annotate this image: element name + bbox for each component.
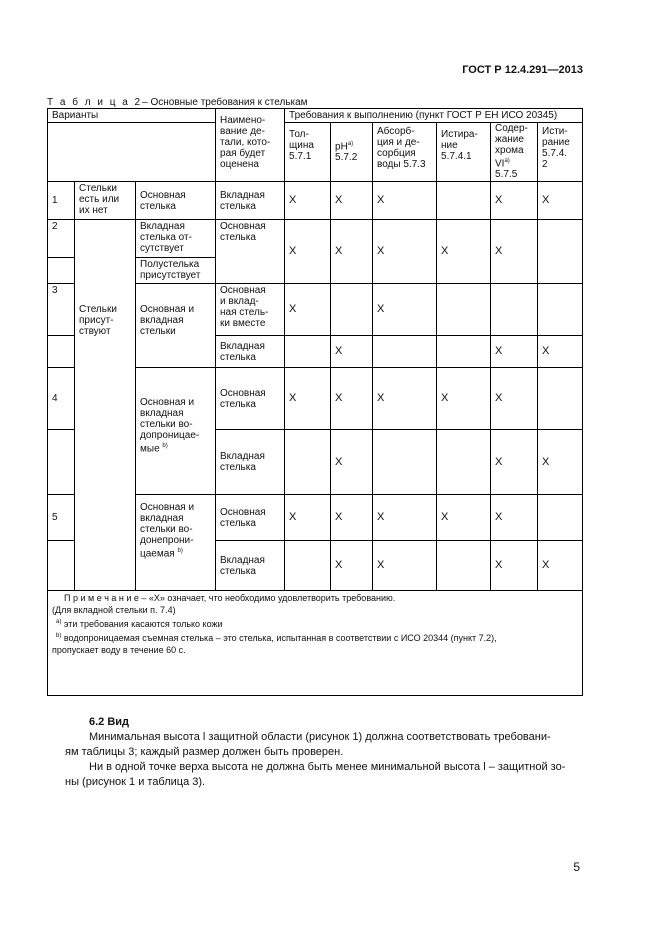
table-subheader-row <box>48 123 583 182</box>
evaluated-part: Основная стелька <box>216 220 285 284</box>
mark-abrasion-2: X <box>538 541 583 591</box>
mark-abrasion-1: X <box>437 368 491 430</box>
header-chromium-label: Содер- жание хрома VI <box>495 123 528 170</box>
table-row <box>48 182 583 220</box>
header-ph-note: a) <box>347 141 354 147</box>
evaluated-part: Основная и вклад- ная стель- ки вместе <box>216 284 285 336</box>
document-number: ГОСТ Р 12.4.291—2013 <box>462 64 583 76</box>
variant-group: Стельки присут- ствуют <box>75 220 136 591</box>
variant-description-note: b) <box>177 548 183 555</box>
header-absorption: Абсорб- ция и де- сорбция воды 5.7.3 <box>373 123 437 182</box>
mark-ph: X <box>331 541 373 591</box>
footnote-text: эти требования касаются только кожи <box>63 619 223 630</box>
variant-description-text: Основная и вкладная стельки во- донепрони- цаемая <box>140 502 195 560</box>
paragraph-line: Ни в одной точке верха высота не должна быть менее минимальной высота l – защитной зо- <box>89 761 566 773</box>
header-abrasion-2: Исти- рание 5.7.4. 2 <box>538 123 583 182</box>
mark-ph: X <box>331 430 373 495</box>
mark-ph: X <box>331 495 373 541</box>
mark-abrasion-2 <box>538 368 583 430</box>
variant-group: Стельки есть или их нет <box>75 182 136 220</box>
header-ph-clause: 5.7.2 <box>335 152 358 164</box>
section-title: 6.2 Вид <box>89 716 130 728</box>
mark-thickness <box>285 541 331 591</box>
mark-abrasion-2: X <box>538 336 583 368</box>
variant-description <box>136 368 216 495</box>
header-thickness: Тол- щина 5.7.1 <box>285 123 331 182</box>
mark-abrasion-1 <box>437 182 491 220</box>
mark-chromium: X <box>491 430 538 495</box>
mark-absorption: X <box>373 495 437 541</box>
evaluated-part: Основная стелька <box>216 495 285 541</box>
table-row <box>48 220 583 258</box>
mark-chromium: X <box>491 182 538 220</box>
requirements-table <box>47 108 583 696</box>
mark-abrasion-1: X <box>437 220 491 284</box>
note-line: пропускает воду в течение 60 с. <box>52 645 186 656</box>
variant-description-text: Основная и вкладная стельки во- допроницае- мые <box>140 397 200 455</box>
note-footnote-a <box>52 616 578 630</box>
variant-number <box>48 430 75 495</box>
header-chromium <box>491 123 538 182</box>
table-caption-title: – Основные требования к стелькам <box>142 97 308 108</box>
header-variants-blank <box>48 123 216 182</box>
evaluated-part: Основная стелька <box>216 368 285 430</box>
mark-ph: X <box>331 336 373 368</box>
header-requirements: Требования к выполнению (пункт ГОСТ Р ЕН ИСО 20345) <box>285 109 583 123</box>
footnote-text: водопроницаемая съемная стелька – это стелька, испытанная в соответствии с ИСО 20344 (пункт 7.2), <box>63 633 497 644</box>
mark-thickness <box>285 336 331 368</box>
table-note-row <box>48 591 583 696</box>
header-ph <box>331 123 373 182</box>
table-header-row <box>48 109 583 123</box>
mark-chromium: X <box>491 541 538 591</box>
variant-description: Полустелька присутствует <box>136 258 216 284</box>
mark-abrasion-1 <box>437 541 491 591</box>
mark-thickness: X <box>285 284 331 336</box>
note-line: П р и м е ч а н и е – «X» означает, что необходимо удовлетворить требованию. <box>64 593 396 604</box>
mark-ph: X <box>331 182 373 220</box>
variant-number: 5 <box>48 495 75 541</box>
mark-abrasion-2: X <box>538 182 583 220</box>
mark-chromium: X <box>491 336 538 368</box>
evaluated-part: Вкладная стелька <box>216 430 285 495</box>
mark-absorption <box>373 336 437 368</box>
variant-number <box>48 541 75 591</box>
mark-chromium <box>491 284 538 336</box>
header-ph-label: pH <box>335 141 348 153</box>
table-caption <box>47 97 308 108</box>
mark-chromium: X <box>491 495 538 541</box>
header-variants: Варианты <box>48 109 216 123</box>
variant-number: 2 <box>48 220 75 258</box>
mark-abrasion-1 <box>437 336 491 368</box>
mark-thickness <box>285 430 331 495</box>
variant-description <box>136 495 216 591</box>
variant-number <box>48 258 75 284</box>
mark-thickness: X <box>285 495 331 541</box>
variant-number: 4 <box>48 368 75 430</box>
mark-abrasion-2 <box>538 220 583 284</box>
variant-number: 1 <box>48 182 75 220</box>
evaluated-part: Вкладная стелька <box>216 182 285 220</box>
page-number: 5 <box>573 860 580 874</box>
footnote-marker: a) <box>56 619 62 626</box>
mark-thickness: X <box>285 220 331 284</box>
header-part-name: Наимено- вание де- тали, кото- рая будет оценена <box>216 109 285 182</box>
mark-abrasion-2 <box>538 284 583 336</box>
mark-thickness: X <box>285 182 331 220</box>
mark-abrasion-2: X <box>538 430 583 495</box>
header-chromium-note: a) <box>504 158 510 164</box>
paragraph-line: ям таблицы 3; каждый размер должен быть проверен. <box>65 746 344 758</box>
note-line: (Для вкладной стельки п. 7.4) <box>52 605 176 616</box>
mark-absorption: X <box>373 182 437 220</box>
mark-abrasion-1: X <box>437 495 491 541</box>
header-chromium-clause: 5.7.5 <box>495 169 518 181</box>
mark-absorption: X <box>373 541 437 591</box>
mark-ph: X <box>331 368 373 430</box>
variant-description-note: b) <box>162 443 168 450</box>
variant-number <box>48 336 75 368</box>
note-footnote-b <box>52 630 578 644</box>
mark-ph <box>331 284 373 336</box>
evaluated-part: Вкладная стелька <box>216 336 285 368</box>
mark-absorption: X <box>373 284 437 336</box>
mark-chromium: X <box>491 220 538 284</box>
footnote-marker: b) <box>56 633 62 640</box>
header-abrasion-1: Истира- ние 5.7.4.1 <box>437 123 491 182</box>
variant-description: Основная и вкладная стельки <box>136 284 216 368</box>
paragraph-line: Минимальная высота l защитной области (рисунок 1) должна соответствовать требовани- <box>89 731 551 743</box>
mark-abrasion-1 <box>437 284 491 336</box>
mark-absorption <box>373 430 437 495</box>
mark-absorption: X <box>373 220 437 284</box>
mark-abrasion-1 <box>437 430 491 495</box>
mark-ph: X <box>331 220 373 284</box>
mark-chromium: X <box>491 368 538 430</box>
evaluated-part: Вкладная стелька <box>216 541 285 591</box>
table-note <box>48 591 583 696</box>
paragraph-line: ны (рисунок 1 и таблица 3). <box>65 776 206 788</box>
variant-description: Основная стелька <box>136 182 216 220</box>
variant-number: 3 <box>48 284 75 336</box>
mark-thickness: X <box>285 368 331 430</box>
variant-description: Вкладная стелька от- сутствует <box>136 220 216 258</box>
table-caption-prefix: Т а б л и ц а 2 <box>47 97 143 108</box>
mark-absorption: X <box>373 368 437 430</box>
mark-abrasion-2 <box>538 495 583 541</box>
